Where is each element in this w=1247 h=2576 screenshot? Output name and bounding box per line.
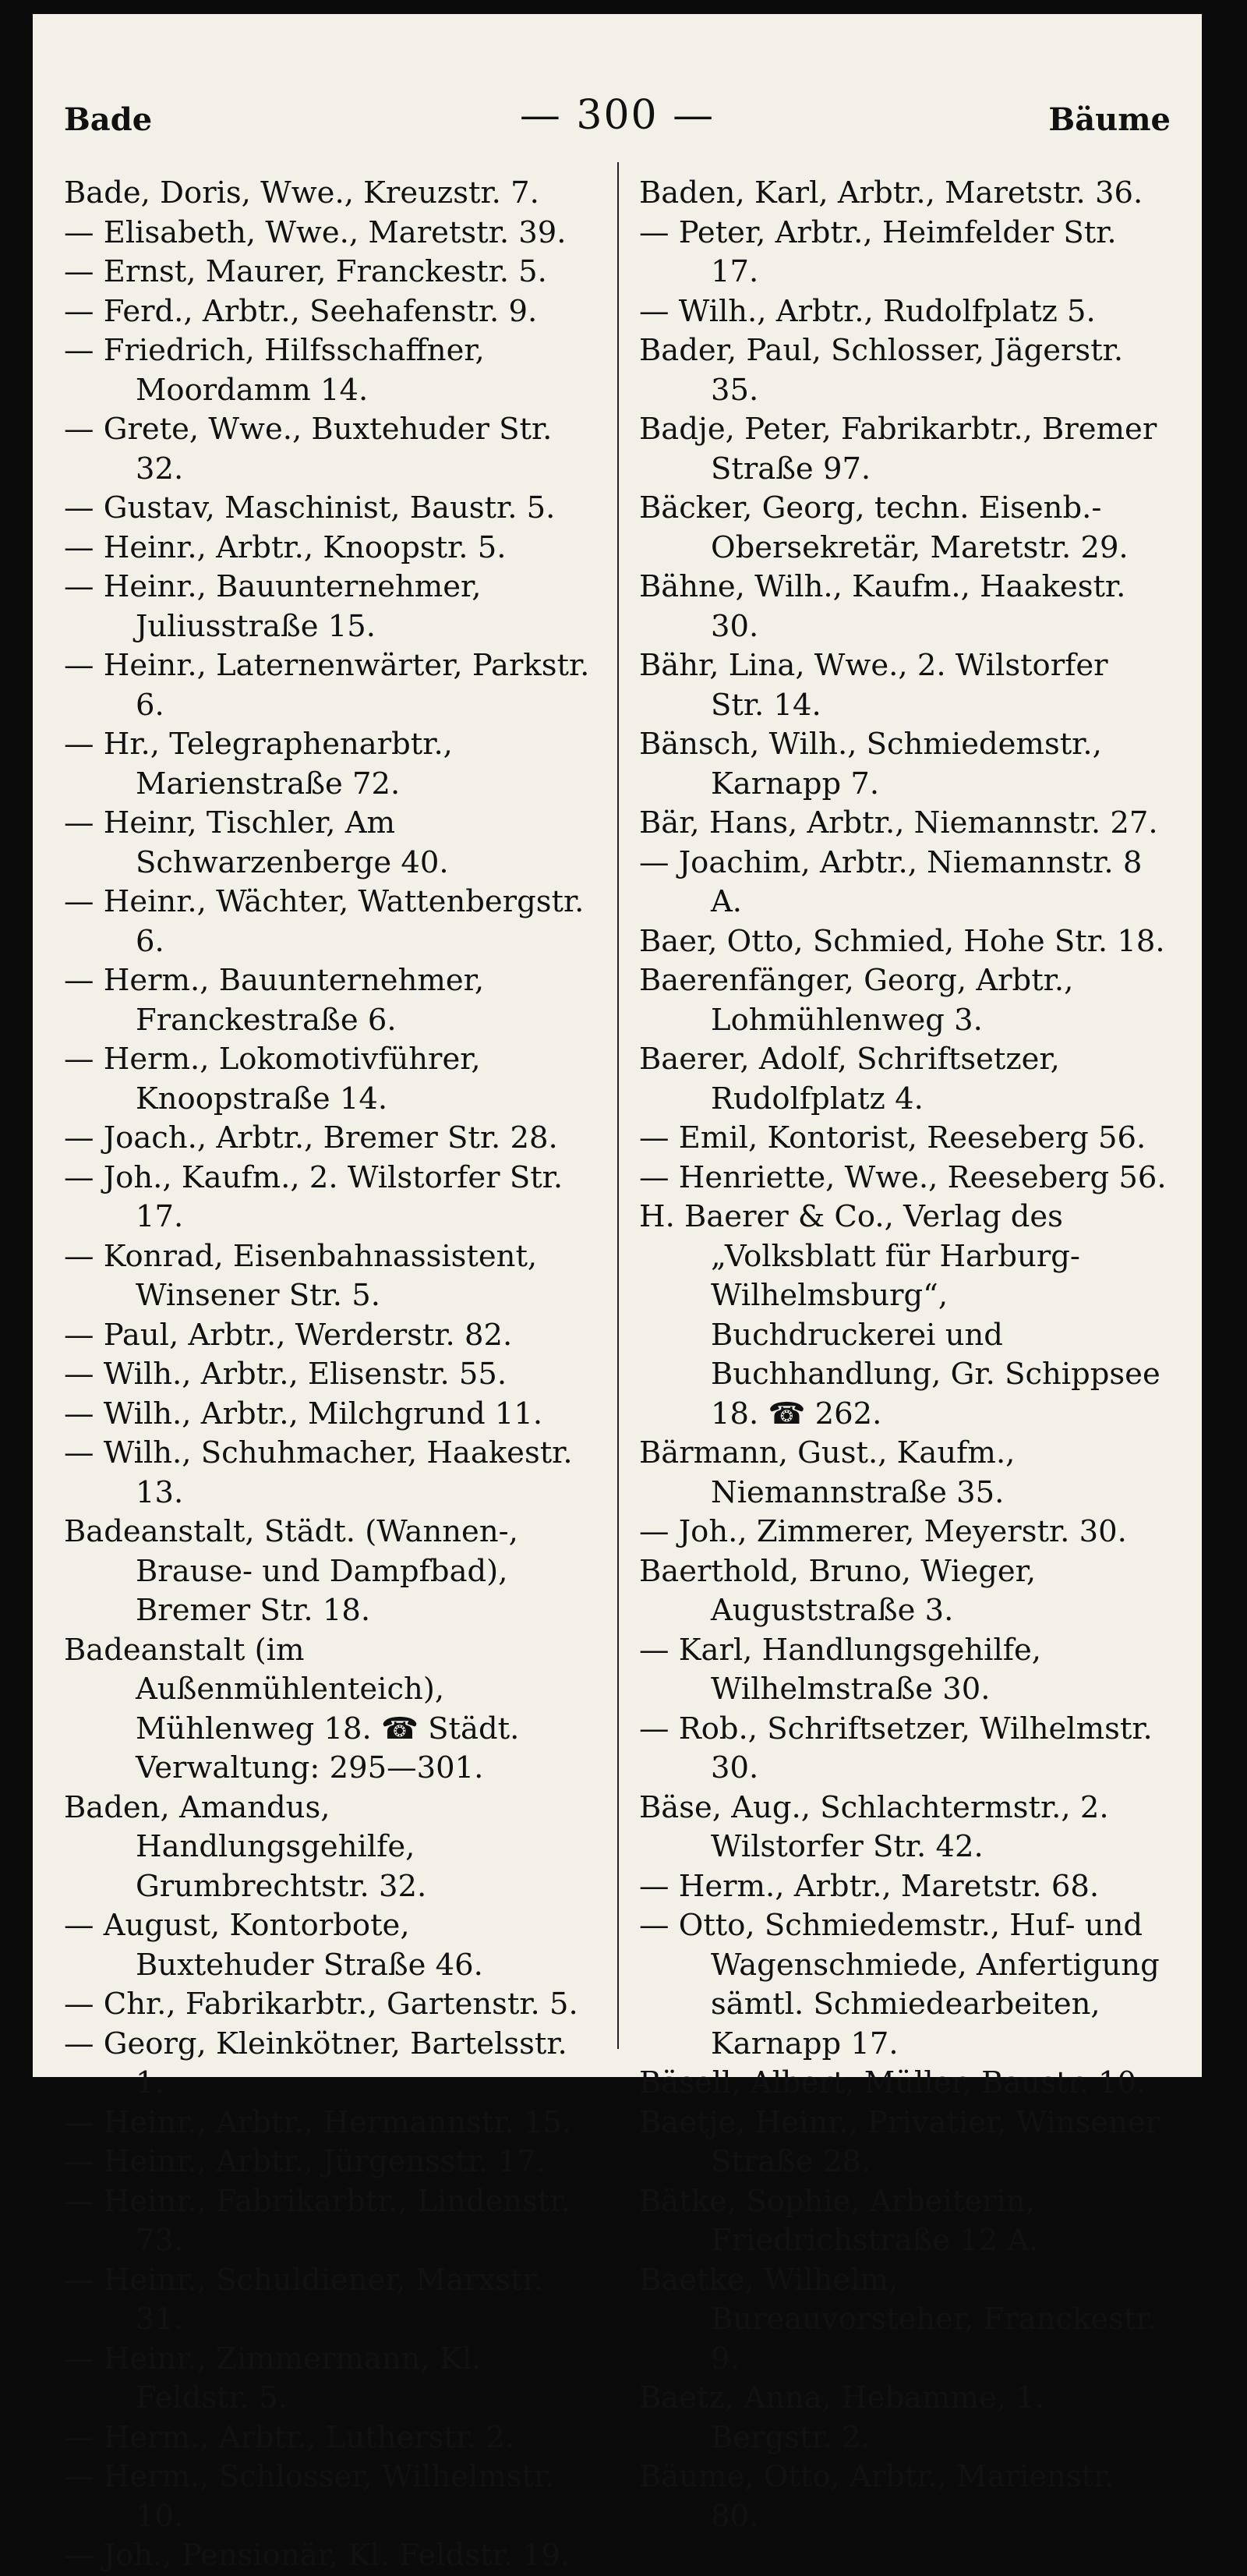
directory-entry: Baden, Amandus, Handlungsgehilfe, Grumbrechtstr. 32. <box>64 1789 427 1904</box>
directory-entry: — Konrad, Eisenbahnassistent, Winsener Str. 5. <box>64 1238 538 1313</box>
directory-entry: — Joh., Pensionär, Kl. Feldstr. 19. <box>64 2538 571 2573</box>
running-head-right: Bäume <box>1048 101 1171 138</box>
directory-entry: Baden, Karl, Arbtr., Maretstr. 36. <box>639 175 1143 211</box>
directory-entry: — August, Kontorbote, Buxtehuder Straße 46. <box>64 1908 483 1983</box>
directory-entry: Baetz, Anna, Hebamme, 1. Bergstr. 2. <box>639 2380 1045 2455</box>
directory-entry: Bäse, Aug., Schlachtermstr., 2. Wilstorfer Str. 42. <box>639 1789 1109 1864</box>
directory-entry: — Herm., Schlosser, Wilhelmstr. 10. <box>64 2459 555 2534</box>
directory-entry: — Heinr., Fabrikarbtr., Lindenstr. 73. <box>64 2183 571 2258</box>
directory-entry: — Rob., Schriftsetzer, Wilhelmstr. 30. <box>639 1711 1153 1785</box>
right-column <box>639 174 1169 2536</box>
directory-entry: — Herm., Lokomotivführer, Knoopstraße 14. <box>64 1042 481 1116</box>
directory-entry: — Heinr., Bauunternehmer, Juliusstraße 15. <box>64 569 482 644</box>
directory-entry: — Heinr, Tischler, Am Schwarzenberge 40. <box>64 805 449 880</box>
directory-entry: — Herm., Arbtr., Maretstr. 68. <box>639 1868 1100 1904</box>
directory-entry: — Otto, Schmiedemstr., Huf- und Wagenschmiede, Anfertigung sämtl. Schmiedearbeiten, Karnapp 17. <box>639 1908 1160 2061</box>
directory-entry: Baerenfänger, Georg, Arbtr., Lohmühlenweg 3. <box>639 963 1074 1038</box>
directory-entry: — Gustav, Maschinist, Baustr. 5. <box>64 490 556 525</box>
directory-entry: Badeanstalt, Städt. (Wannen-, Brause- und Dampfbad), Bremer Str. 18. <box>64 1514 518 1628</box>
directory-entry: — Heinr., Wächter, Wattenbergstr. 6. <box>64 884 585 959</box>
directory-entry: Badeanstalt (im Außenmühlenteich), Mühlenweg 18. ☎ Städt. Verwaltung: 295—301. <box>64 1632 520 1785</box>
directory-entry: Baerer, Adolf, Schriftsetzer, Rudolfplatz 4. <box>639 1042 1060 1116</box>
directory-entry: Baerthold, Bruno, Wieger, Auguststraße 3. <box>639 1553 1037 1628</box>
directory-entry: — Emil, Kontorist, Reeseberg 56. <box>639 1120 1146 1155</box>
directory-entry: — Wilh., Arbtr., Rudolfplatz 5. <box>639 293 1096 329</box>
directory-entry: — Joach., Arbtr., Bremer Str. 28. <box>64 1120 558 1155</box>
directory-entry: Bäcker, Georg, techn. Eisenb.-Obersekretär, Maretstr. 29. <box>639 490 1129 565</box>
directory-entry: — Heinr., Laternenwärter, Parkstr. 6. <box>64 648 590 723</box>
directory-entry: — Heinr., Zimmermann, Kl. Feldstr. 5. <box>64 2341 482 2415</box>
directory-entry: — Heinr., Arbtr., Jürgensstr. 17. <box>64 2144 546 2179</box>
directory-entry: — Grete, Wwe., Buxtehuder Str. 32. <box>64 412 553 487</box>
page-number: — 300 — <box>519 92 715 139</box>
directory-entry: — Georg, Kleinkötner, Bartelsstr. 1. <box>64 2026 567 2100</box>
directory-entry: Baetke, Wilhelm, Bureauvorsteher, Franckestr. 9. <box>639 2262 1157 2376</box>
directory-entry: — Herm., Arbtr., Lutherstr. 2. <box>64 2419 515 2455</box>
directory-entry: Bärmann, Gust., Kaufm., Niemannstraße 35. <box>639 1435 1016 1510</box>
directory-entry: — Chr., Fabrikarbtr., Gartenstr. 5. <box>64 1987 578 2022</box>
directory-entry: — Joachim, Arbtr., Niemannstr. 8 A. <box>639 844 1143 919</box>
directory-entry: Bänsch, Wilh., Schmiedemstr., Karnapp 7. <box>639 727 1102 801</box>
directory-entry: Bär, Hans, Arbtr., Niemannstr. 27. <box>639 805 1158 840</box>
directory-entry: Bätke, Sophie, Arbeiterin, Friedrichstraße 12 A. <box>639 2183 1039 2258</box>
directory-entry: — Ferd., Arbtr., Seehafenstr. 9. <box>64 293 538 329</box>
directory-entry: — Heinr., Schuldiener, Marxstr. 31. <box>64 2262 544 2337</box>
directory-entry: Badje, Peter, Fabrikarbtr., Bremer Straße 97. <box>639 412 1157 487</box>
directory-entry: — Friedrich, Hilfsschaffner, Moordamm 14. <box>64 333 485 408</box>
directory-entry: — Heinr., Arbtr., Hermannstr. 15. <box>64 2104 572 2140</box>
directory-entry: — Wilh., Schuhmacher, Haakestr. 13. <box>64 1435 573 1510</box>
directory-entry: — Hr., Telegraphenarbtr., Marienstraße 72. <box>64 727 453 801</box>
directory-entry: — Joh., Kaufm., 2. Wilstorfer Str. 17. <box>64 1159 563 1234</box>
column-divider <box>617 162 619 2049</box>
directory-entry: Bäsell, Albert, Müller, Baustr. 10. <box>639 2065 1146 2100</box>
directory-entry: — Heinr., Arbtr., Knoopstr. 5. <box>64 529 507 565</box>
left-column <box>64 174 594 2576</box>
directory-entry: — Herm., Bauunternehmer, Franckestraße 6. <box>64 963 485 1038</box>
directory-entry: Bade, Doris, Wwe., Kreuzstr. 7. <box>64 175 539 211</box>
directory-entry: Bader, Paul, Schlosser, Jägerstr. 35. <box>639 333 1124 408</box>
directory-entry: — Ernst, Maurer, Franckestr. 5. <box>64 254 547 289</box>
directory-entry: — Henriette, Wwe., Reeseberg 56. <box>639 1159 1167 1195</box>
directory-entry: — Peter, Arbtr., Heimfelder Str. 17. <box>639 214 1117 289</box>
directory-entry: Bähr, Lina, Wwe., 2. Wilstorfer Str. 14. <box>639 648 1108 723</box>
directory-entry: — Wilh., Arbtr., Elisenstr. 55. <box>64 1357 507 1392</box>
directory-entry: — Paul, Arbtr., Werderstr. 82. <box>64 1317 513 1353</box>
directory-page <box>33 14 1202 2573</box>
directory-entry: Baetje, Heinr., Privatier, Winsener Straße 28. <box>639 2104 1160 2179</box>
directory-entry: H. Baerer & Co., Verlag des „Volksblatt für Harburg-Wilhelmsburg“, Buchdruckerei und Buchhandlung, Gr. Schippsee 18. ☎ 262. <box>639 1199 1160 1431</box>
page-header <box>64 92 1171 147</box>
directory-entry: — Elisabeth, Wwe., Maretstr. 39. <box>64 214 567 250</box>
directory-entry: — Wilh., Arbtr., Milchgrund 11. <box>64 1396 543 1431</box>
directory-entry: Bähne, Wilh., Kaufm., Haakestr. 30. <box>639 569 1126 644</box>
directory-entry: — Karl, Handlungsgehilfe, Wilhelmstraße 30. <box>639 1632 1042 1707</box>
directory-entry: Baer, Otto, Schmied, Hohe Str. 18. <box>639 923 1165 959</box>
directory-entry: Bäume, Otto, Arbtr., Marienstr. 80. <box>639 2459 1115 2534</box>
directory-entry: — Joh., Zimmerer, Meyerstr. 30. <box>639 1514 1127 1549</box>
running-head-left: Bade <box>64 101 153 138</box>
